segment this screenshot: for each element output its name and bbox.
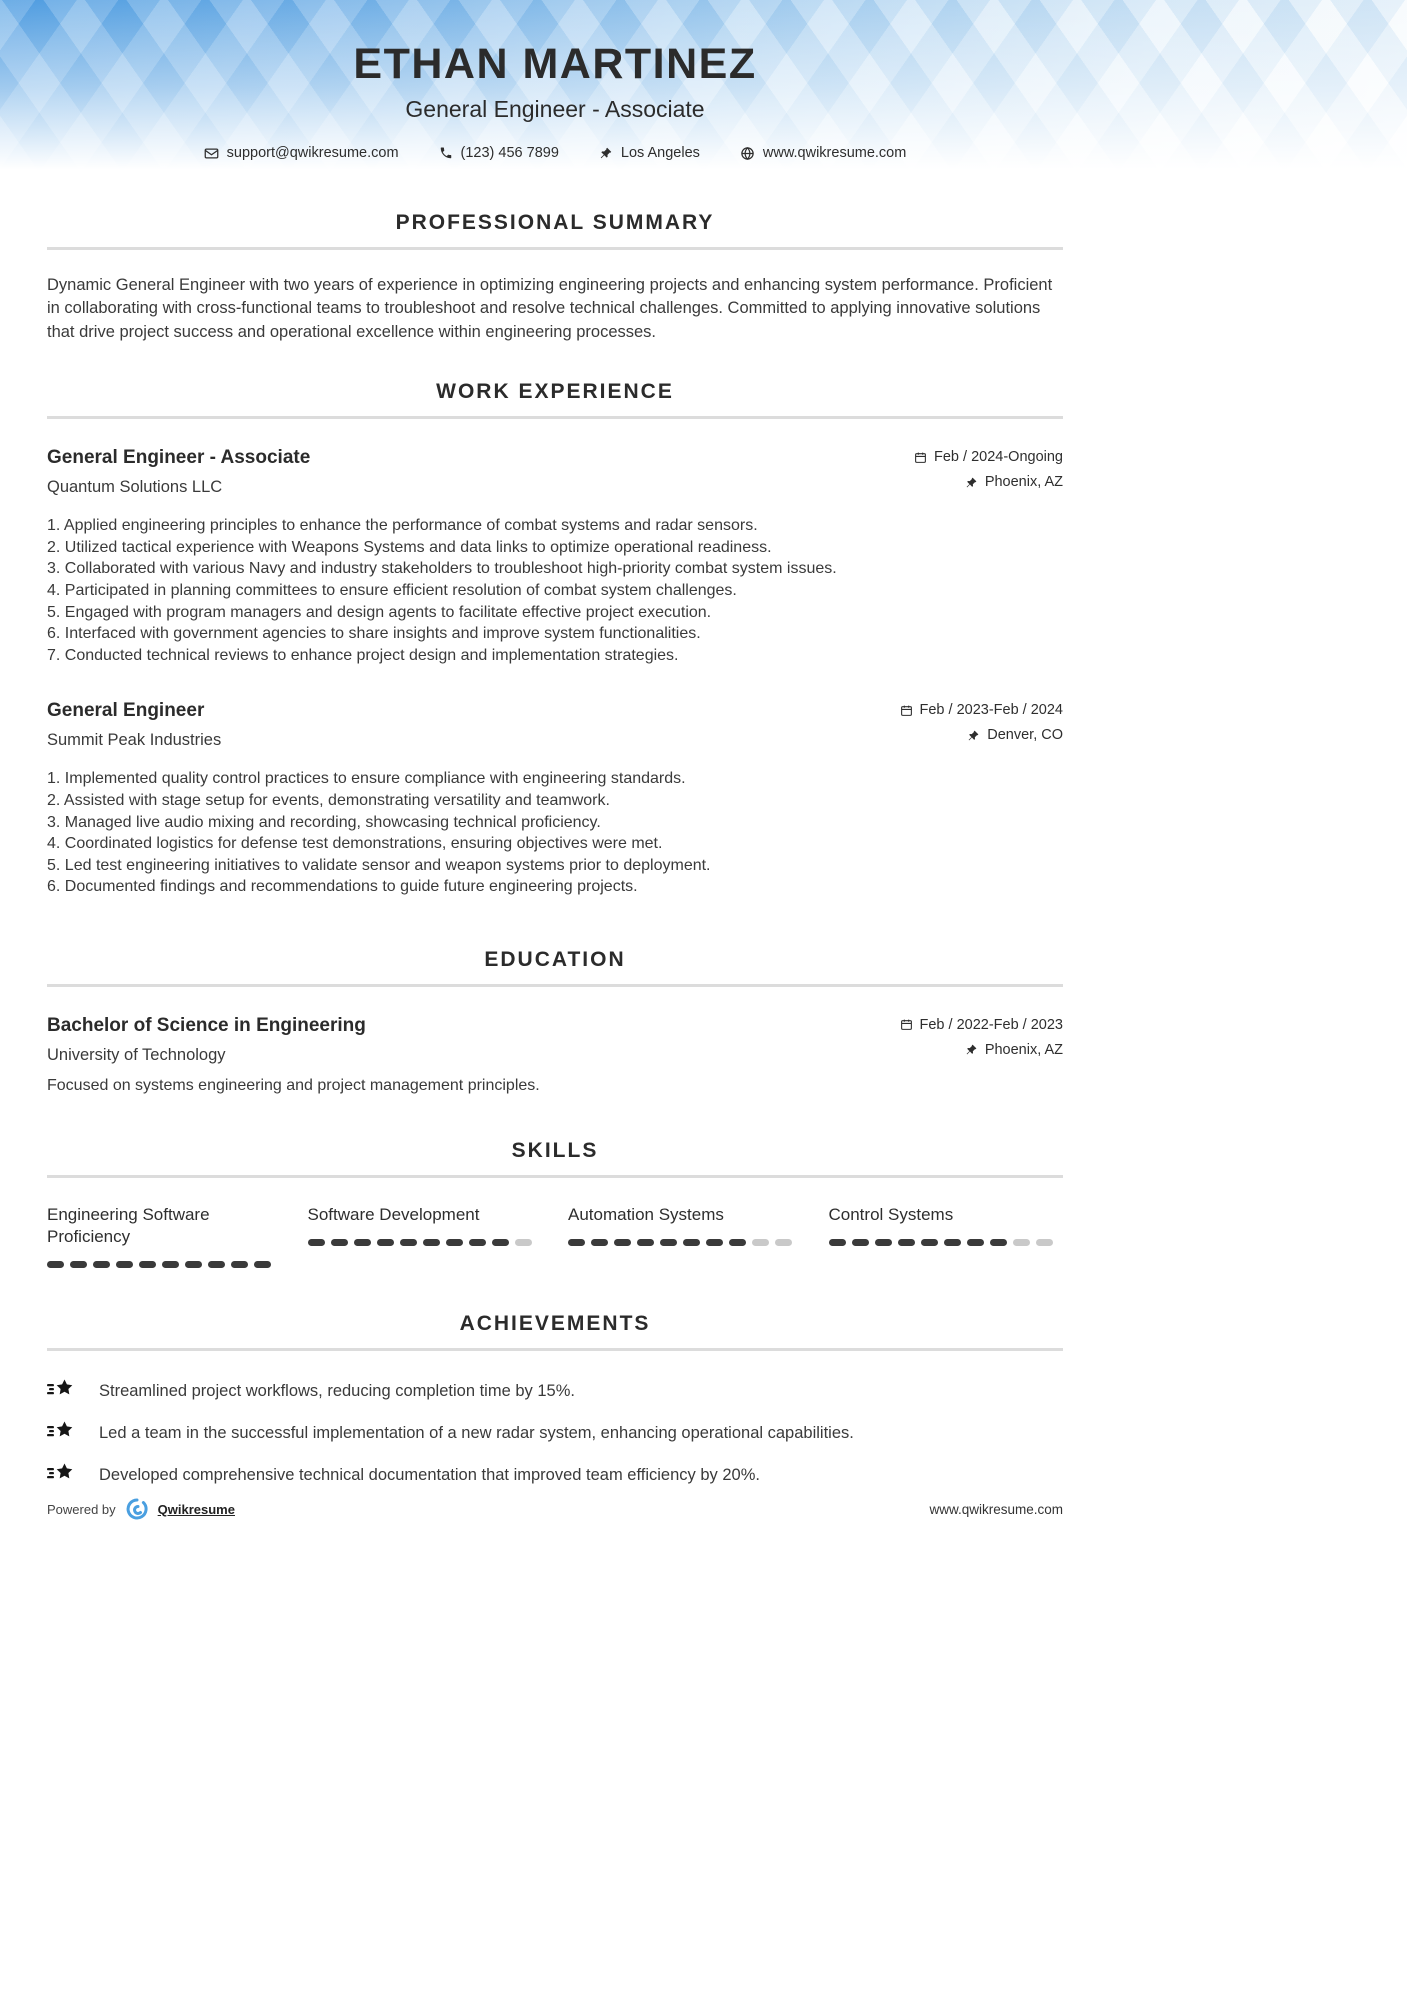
skill-item bbox=[568, 1204, 803, 1246]
education-note: Focused on systems engineering and project management principles. bbox=[47, 1076, 540, 1094]
section-divider bbox=[47, 1175, 1063, 1178]
job-dates bbox=[914, 449, 1063, 465]
job-dates-text: Feb / 2023-Feb / 2024 bbox=[919, 702, 1063, 719]
education-location-text: Phoenix, AZ bbox=[984, 1041, 1063, 1058]
job-bullet: Collaborated with various Navy and industry stakeholders to troubleshoot high-priority combat system issues. bbox=[64, 560, 837, 578]
job-bullet: Coordinated logistics for defense test demonstrations, ensuring objectives were met. bbox=[64, 835, 663, 853]
skill-level-bar bbox=[47, 1261, 282, 1268]
location-pin-icon bbox=[967, 729, 980, 742]
education-school: University of Technology bbox=[47, 1045, 226, 1064]
skill-dash bbox=[614, 1239, 631, 1246]
skill-dash bbox=[331, 1239, 348, 1246]
job-bullet: Utilized tactical experience with Weapons Systems and data links to optimize operational readiness. bbox=[64, 538, 772, 556]
job-location-text: Denver, CO bbox=[987, 727, 1063, 744]
job-bullet: Interfaced with government agencies to share insights and improve system functionalities. bbox=[64, 625, 701, 643]
job-header-left bbox=[47, 700, 221, 750]
skill-dash bbox=[446, 1239, 463, 1246]
skill-item bbox=[829, 1204, 1064, 1246]
experience-title: WORK EXPERIENCE bbox=[436, 380, 674, 404]
skill-dash bbox=[185, 1261, 202, 1268]
contact-row bbox=[47, 145, 1063, 161]
job-role: General Engineer bbox=[47, 700, 205, 722]
skill-dash bbox=[377, 1239, 394, 1246]
email-text: support@qwikresume.com bbox=[226, 145, 399, 161]
job-bullet: Conducted technical reviews to enhance project design and implementation strategies. bbox=[64, 646, 679, 664]
achievement-item bbox=[47, 1377, 1063, 1406]
education-header bbox=[47, 1015, 1063, 1095]
contact-phone bbox=[439, 145, 559, 161]
email-icon bbox=[204, 146, 219, 161]
section-divider bbox=[47, 1348, 1063, 1351]
skill-dash bbox=[1013, 1239, 1030, 1246]
education-dates bbox=[900, 1017, 1064, 1033]
section-divider bbox=[47, 247, 1063, 250]
job-bullets bbox=[47, 768, 1063, 898]
phone-text: (123) 456 7899 bbox=[460, 145, 559, 161]
education-degree: Bachelor of Science in Engineering bbox=[47, 1014, 366, 1036]
skill-name: Control Systems bbox=[828, 1204, 954, 1224]
skill-dash bbox=[875, 1239, 892, 1246]
skill-dash bbox=[208, 1261, 225, 1268]
location-pin-icon bbox=[965, 476, 978, 489]
skill-dash bbox=[852, 1239, 869, 1246]
education-location bbox=[900, 1042, 1064, 1058]
page-footer bbox=[47, 1497, 1063, 1521]
powered-by-label: Powered by bbox=[47, 1501, 116, 1517]
website-text: www.qwikresume.com bbox=[762, 145, 907, 161]
phone-icon bbox=[439, 146, 453, 160]
skills-section bbox=[47, 1139, 1063, 1268]
skill-dash bbox=[254, 1261, 271, 1268]
job-company: Quantum Solutions LLC bbox=[47, 478, 223, 497]
skill-dash bbox=[515, 1239, 532, 1246]
skill-item bbox=[47, 1204, 282, 1268]
job-dates-text: Feb / 2024-Ongoing bbox=[934, 449, 1063, 466]
skill-item bbox=[308, 1204, 543, 1246]
skills-grid bbox=[47, 1204, 1063, 1268]
achievement-item bbox=[47, 1461, 1063, 1490]
skill-dash bbox=[469, 1239, 486, 1246]
job-location bbox=[914, 474, 1063, 490]
job-bullet: Engaged with program managers and design agents to facilitate effective project execution. bbox=[64, 603, 712, 621]
location-text: Los Angeles bbox=[620, 145, 700, 161]
achievement-text: Developed comprehensive technical documentation that improved team efficiency by 20%. bbox=[99, 1466, 760, 1485]
achievement-badge-icon bbox=[47, 1461, 77, 1490]
job-bullet: Documented findings and recommendations to guide future engineering projects. bbox=[64, 878, 638, 896]
job-location bbox=[900, 727, 1064, 743]
job-entry bbox=[47, 700, 1063, 898]
skill-dash bbox=[591, 1239, 608, 1246]
education-title: EDUCATION bbox=[484, 947, 626, 971]
skill-dash bbox=[116, 1261, 133, 1268]
summary-section bbox=[47, 211, 1063, 344]
achievement-text: Streamlined project workflows, reducing completion time by 15%. bbox=[99, 1382, 575, 1401]
skill-dash bbox=[637, 1239, 654, 1246]
job-bullet: Applied engineering principles to enhance the performance of combat systems and radar sensors. bbox=[63, 517, 758, 535]
qwikresume-logo-icon bbox=[125, 1497, 149, 1521]
section-divider bbox=[47, 416, 1063, 419]
skill-dash bbox=[829, 1239, 846, 1246]
calendar-icon bbox=[900, 1018, 913, 1031]
skill-level-bar bbox=[829, 1239, 1064, 1246]
qwikresume-link[interactable]: Qwikresume bbox=[157, 1501, 235, 1517]
hero-content bbox=[47, 40, 1063, 161]
achievements-section bbox=[47, 1312, 1063, 1490]
education-section bbox=[47, 948, 1063, 1095]
job-entry bbox=[47, 447, 1063, 666]
skill-dash bbox=[752, 1239, 769, 1246]
job-dates bbox=[900, 702, 1064, 718]
achievement-item bbox=[47, 1419, 1063, 1448]
globe-icon bbox=[740, 146, 755, 161]
skill-name: Automation Systems bbox=[568, 1204, 724, 1224]
skill-name: Engineering Software Proficiency bbox=[47, 1204, 210, 1247]
location-pin-icon bbox=[965, 1043, 978, 1056]
experience-section bbox=[47, 380, 1063, 898]
skill-dash bbox=[990, 1239, 1007, 1246]
job-role: General Engineer - Associate bbox=[47, 447, 311, 469]
resume-body bbox=[47, 211, 1063, 1490]
job-meta bbox=[900, 700, 1064, 752]
education-header-left bbox=[47, 1015, 540, 1095]
footer-website: www.qwikresume.com bbox=[929, 1501, 1063, 1517]
education-meta bbox=[900, 1015, 1064, 1067]
skill-dash bbox=[423, 1239, 440, 1246]
skill-dash bbox=[660, 1239, 677, 1246]
skill-dash bbox=[706, 1239, 723, 1246]
achievements-title: ACHIEVEMENTS bbox=[459, 1312, 651, 1336]
job-location-text: Phoenix, AZ bbox=[984, 474, 1063, 491]
skill-dash bbox=[729, 1239, 746, 1246]
location-pin-icon bbox=[599, 146, 613, 160]
skill-dash bbox=[568, 1239, 585, 1246]
powered-by-group bbox=[47, 1497, 235, 1521]
job-bullet: Managed live audio mixing and recording, showcasing technical proficiency. bbox=[64, 813, 601, 831]
calendar-icon bbox=[900, 704, 913, 717]
skill-dash bbox=[139, 1261, 156, 1268]
candidate-title: General Engineer - Associate bbox=[405, 96, 705, 122]
skill-dash bbox=[967, 1239, 984, 1246]
achievements-list bbox=[47, 1377, 1063, 1490]
skill-name: Software Development bbox=[307, 1204, 480, 1224]
skill-dash bbox=[162, 1261, 179, 1268]
job-company: Summit Peak Industries bbox=[47, 731, 222, 750]
candidate-name: ETHAN MARTINEZ bbox=[353, 40, 757, 88]
job-bullet: Participated in planning committees to ensure efficient resolution of combat system challenges. bbox=[64, 582, 737, 600]
skill-dash bbox=[400, 1239, 417, 1246]
job-meta bbox=[914, 447, 1063, 499]
job-bullets bbox=[47, 515, 1063, 666]
achievement-badge-icon bbox=[47, 1377, 77, 1406]
skill-dash bbox=[70, 1261, 87, 1268]
skill-level-bar bbox=[308, 1239, 543, 1246]
job-bullet: Implemented quality control practices to ensure compliance with engineering standards. bbox=[64, 770, 686, 788]
skill-dash bbox=[93, 1261, 110, 1268]
education-dates-text: Feb / 2022-Feb / 2023 bbox=[919, 1016, 1063, 1033]
skill-dash bbox=[492, 1239, 509, 1246]
skill-dash bbox=[898, 1239, 915, 1246]
skill-dash bbox=[231, 1261, 248, 1268]
education-entry bbox=[47, 1015, 1063, 1095]
summary-title: PROFESSIONAL SUMMARY bbox=[395, 211, 715, 234]
job-bullet: Assisted with stage setup for events, demonstrating versatility and teamwork. bbox=[63, 792, 610, 810]
summary-text: Dynamic General Engineer with two years of experience in optimizing engineering projects and enhancing system performance. Proficient in collaborating with cross-functional teams to troubleshoot and resolve technical challenges. Committed to applying innovative solutions that drive project success and operational excellence within engineering processes. bbox=[47, 276, 1053, 341]
section-divider bbox=[47, 984, 1063, 987]
skill-level-bar bbox=[568, 1239, 803, 1246]
skill-dash bbox=[944, 1239, 961, 1246]
skill-dash bbox=[308, 1239, 325, 1246]
job-header bbox=[47, 700, 1063, 752]
contact-website bbox=[740, 145, 906, 161]
contact-location bbox=[599, 145, 700, 161]
achievement-text: Led a team in the successful implementation of a new radar system, enhancing operational capabilities. bbox=[99, 1424, 854, 1443]
skill-dash bbox=[921, 1239, 938, 1246]
job-header bbox=[47, 447, 1063, 499]
calendar-icon bbox=[914, 451, 927, 464]
skills-title: SKILLS bbox=[511, 1138, 599, 1162]
skill-dash bbox=[775, 1239, 792, 1246]
header-hero bbox=[0, 0, 1407, 175]
achievement-badge-icon bbox=[47, 1419, 77, 1448]
job-header-left bbox=[47, 447, 310, 497]
skill-dash bbox=[354, 1239, 371, 1246]
skill-dash bbox=[1036, 1239, 1053, 1246]
skill-dash bbox=[683, 1239, 700, 1246]
contact-email bbox=[204, 145, 399, 161]
job-bullet: Led test engineering initiatives to validate sensor and weapon systems prior to deployment. bbox=[64, 856, 711, 874]
skill-dash bbox=[47, 1261, 64, 1268]
